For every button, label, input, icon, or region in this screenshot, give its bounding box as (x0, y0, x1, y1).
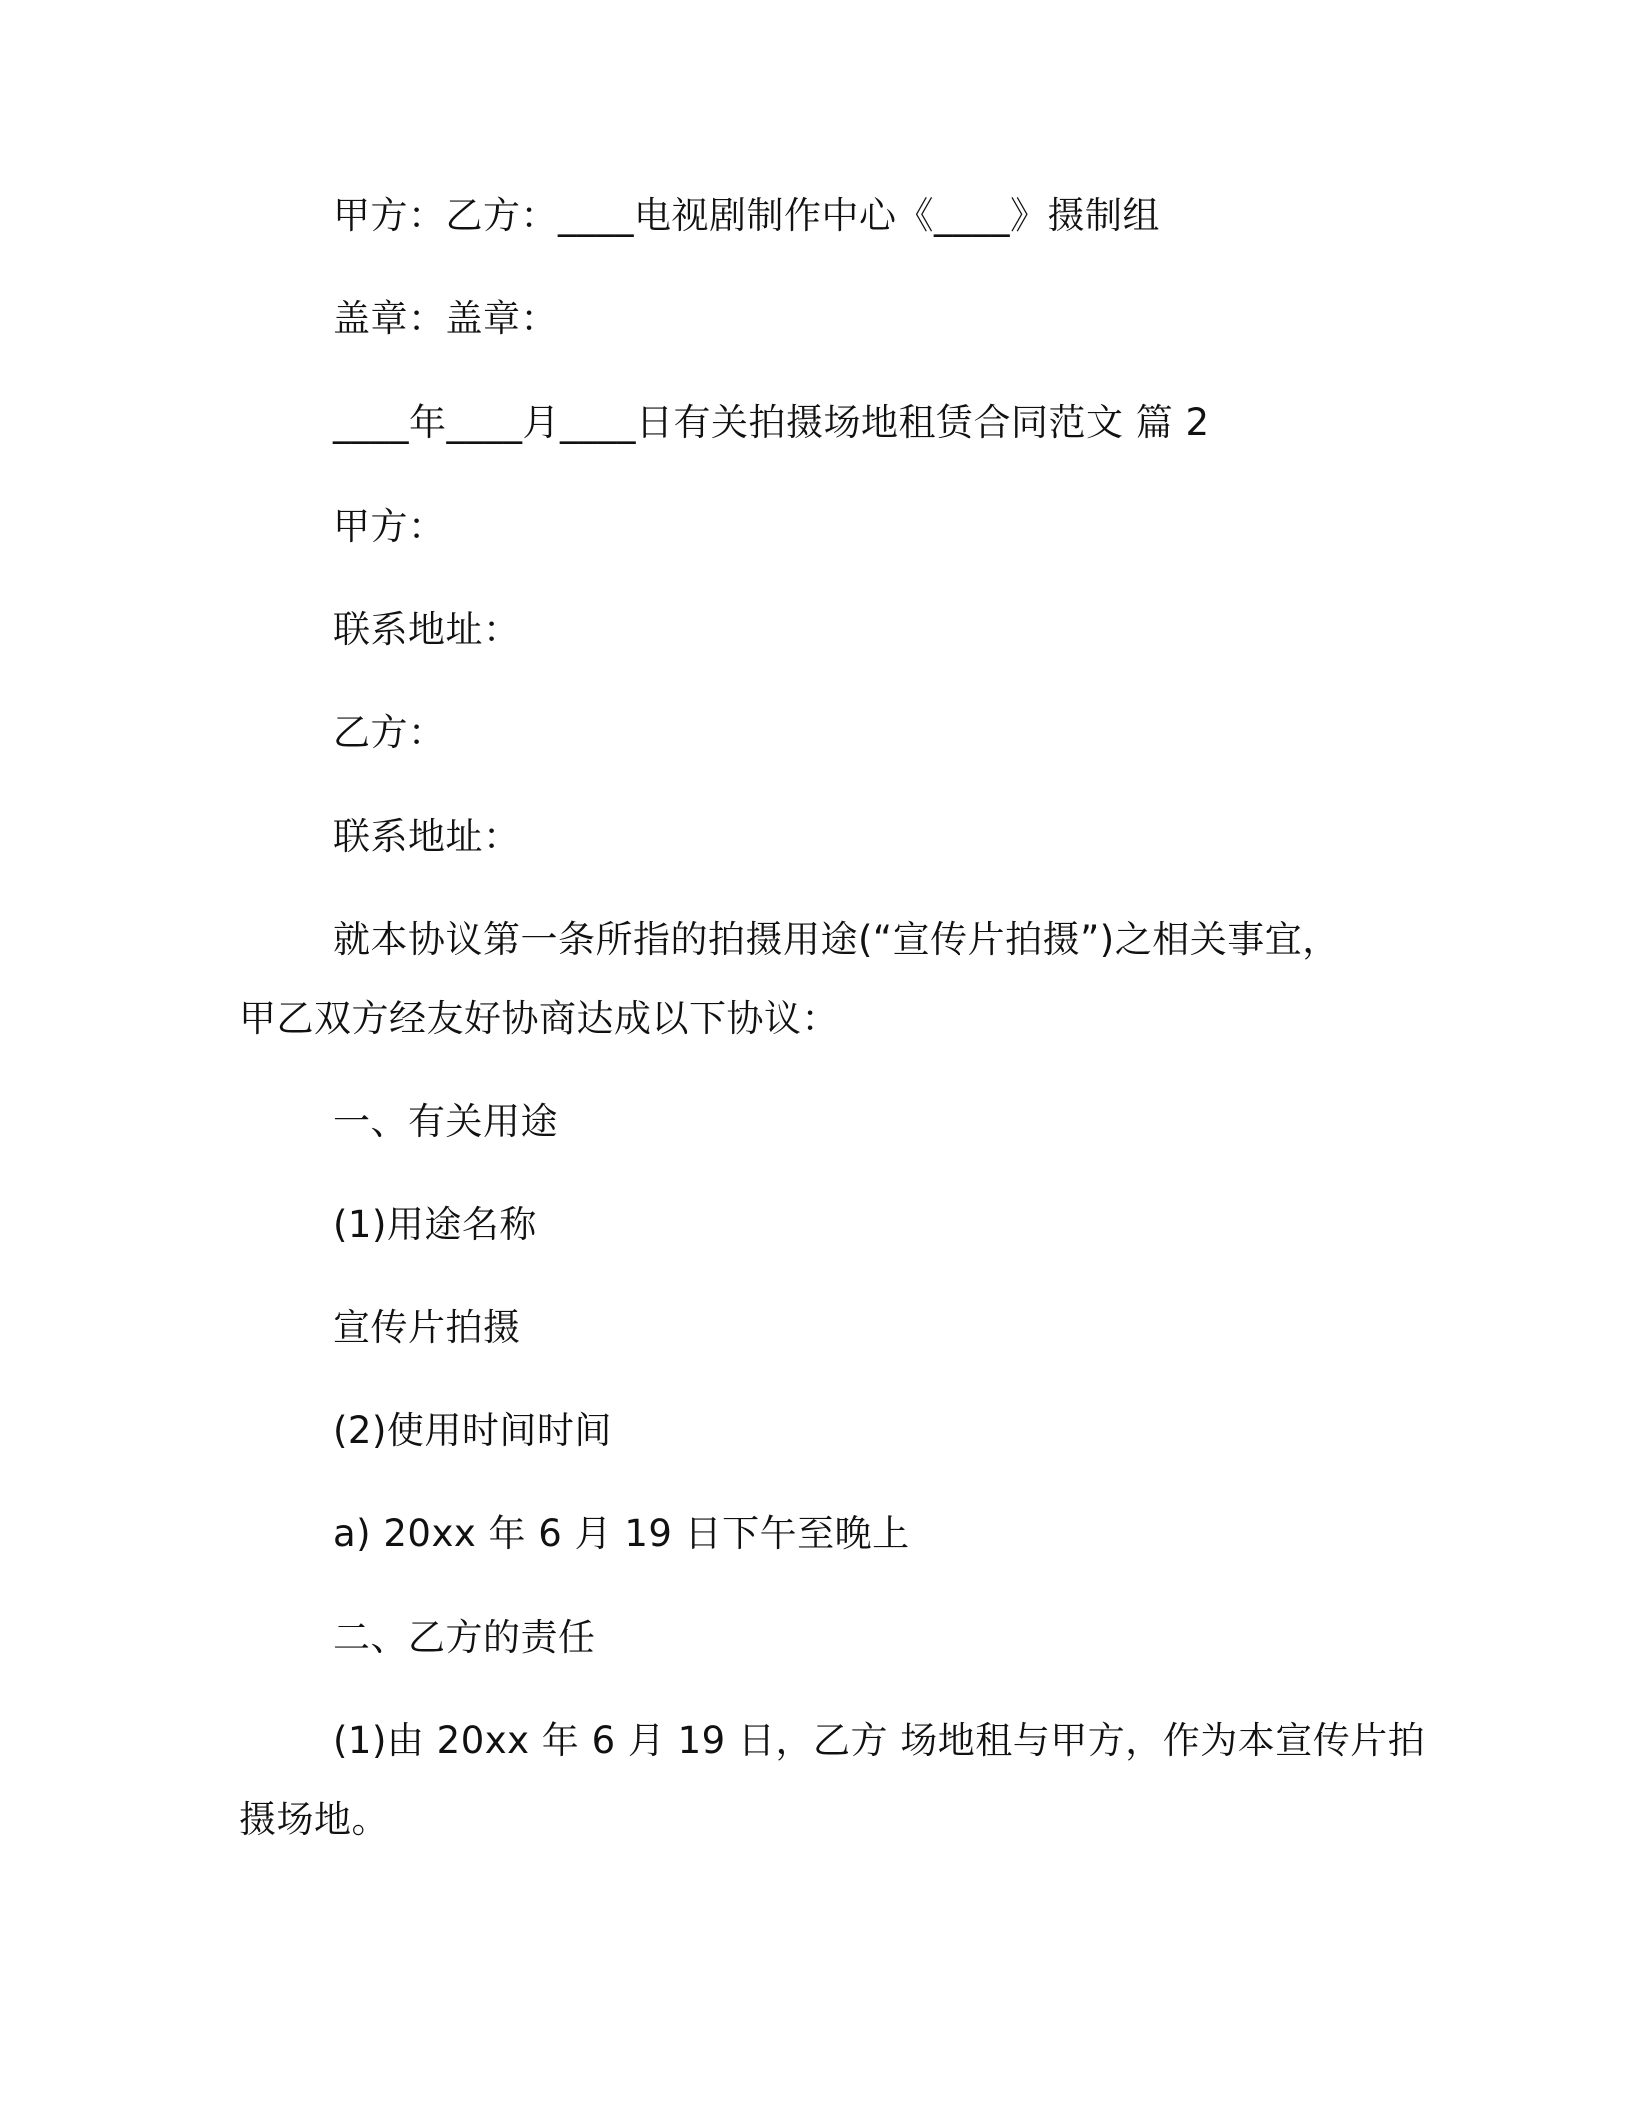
party-b-address-label: 联系地址： (333, 815, 521, 858)
section-heading-party-b-duty: 二、乙方的责任 (333, 1616, 596, 1659)
section-heading-purpose: 一、有关用途 (333, 1100, 558, 1143)
party-b-label: 乙方： (333, 711, 446, 754)
purpose-name-value: 宣传片拍摄 (333, 1306, 521, 1349)
seal-line: 盖章：盖章： (333, 297, 558, 340)
party-line: 甲方：乙方：____电视剧制作中心《____》摄制组 (333, 194, 1160, 237)
party-a-label: 甲方： (333, 505, 446, 548)
intro-paragraph-line-2: 甲乙双方经友好协商达成以下协议： (239, 997, 839, 1040)
intro-paragraph-line-1: 就本协议第一条所指的拍摄用途(“宣传片拍摄”)之相关事宜， (333, 918, 1340, 961)
usage-time-value: a) 20xx 年 6 月 19 日下午至晚上 (333, 1512, 910, 1555)
duty-paragraph-line-2: 摄场地。 (239, 1798, 389, 1841)
item-purpose-name: (1)用途名称 (333, 1203, 537, 1246)
item-usage-time: (2)使用时间时间 (333, 1409, 612, 1452)
duty-paragraph-line-1: (1)由 20xx 年 6 月 19 日，乙方 场地租与甲方，作为本宣传片拍 (333, 1719, 1426, 1762)
date-title-line: ____年____月____日有关拍摄场地租赁合同范文 篇 2 (333, 401, 1210, 444)
party-a-address-label: 联系地址： (333, 608, 521, 651)
